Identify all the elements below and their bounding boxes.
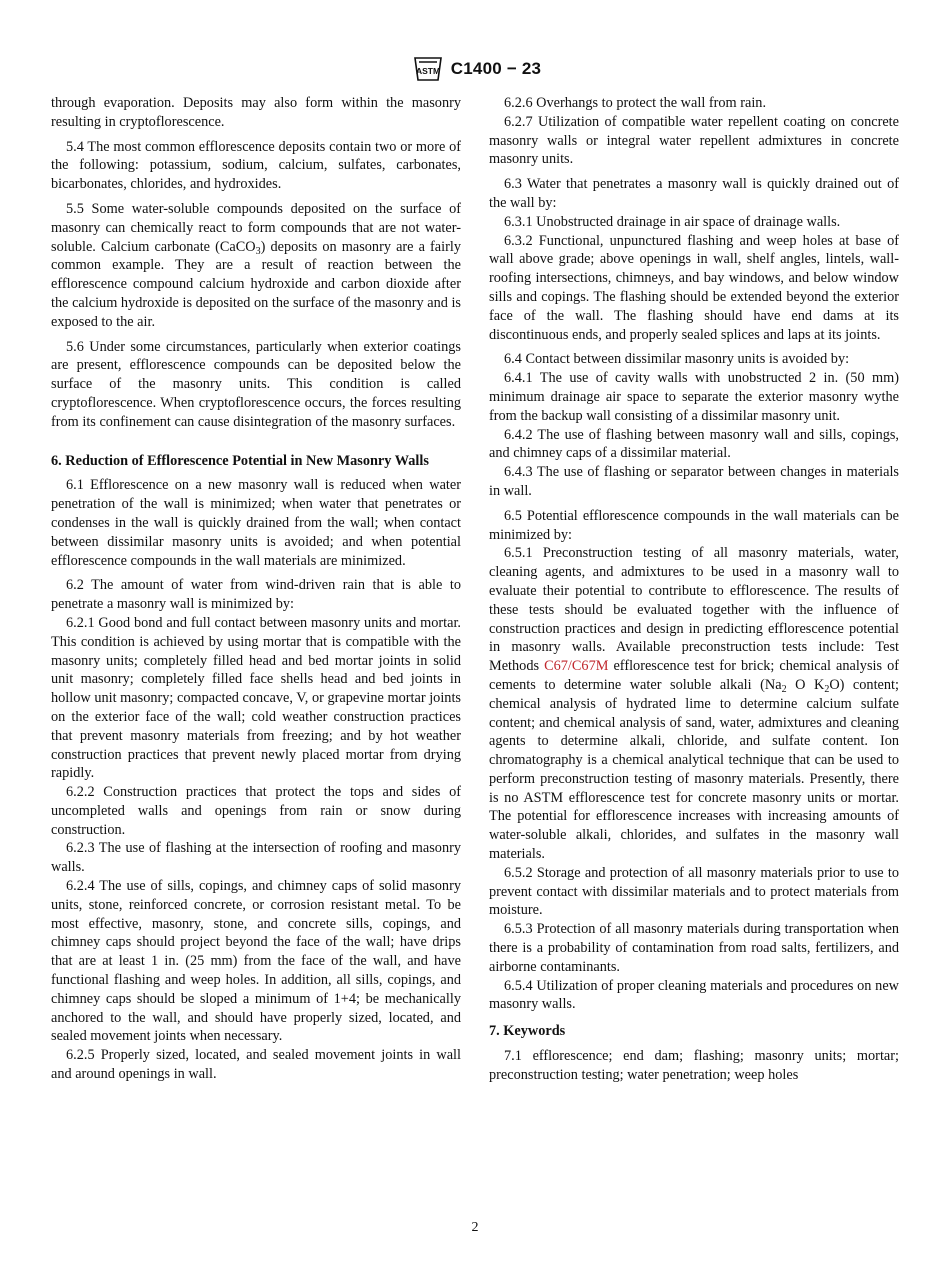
paragraph-6-4-2: 6.4.2 The use of flashing between masonry wall and sills, copings, and chimney caps of a dissimilar material. [489, 426, 899, 462]
paragraph-6-5-2: 6.5.2 Storage and protection of all masonry materials prior to use to prevent contact with dissimilar materials and to protect materials from moisture. [489, 864, 899, 919]
paragraph-5-5: 5.5 Some water-soluble compounds deposited on the surface of masonry can chemically react to form compounds that are not water-soluble. Calcium carbonate (CaCO$_3$) deposits on masonry are a fairly common example. They are a result of reaction between the efflorescence compound calcium hydroxide and carbon dioxide after the calcium hydroxide is deposited on the surface of the masonry and is exposed to the air. [51, 200, 461, 330]
paragraph-6-4-1: 6.4.1 The use of cavity walls with unobstructed 2 in. (50 mm) minimum drainage air space to separate the exterior masonry wythe from the backup wall consisting of a dissimilar masonry unit. [489, 370, 899, 424]
paragraph-6-5-3: 6.5.3 Protection of all masonry materials during transportation when there is a probability of contamination from road salts, fertilizers, and airborne contaminants. [489, 921, 899, 975]
paragraph-6-2: 6.2 The amount of water from wind-driven rain that is able to penetrate a masonry wall is minimized by: [51, 577, 461, 613]
page-number: 2 [471, 1220, 479, 1235]
page-header [0, 52, 950, 86]
paragraph-6-2-3: 6.2.3 The use of flashing at the intersection of roofing and masonry walls. [51, 840, 461, 876]
document-designation: C1400 − 23 [450, 58, 542, 78]
paragraph-6-4-3: 6.4.3 The use of flashing or separator between changes in materials in wall. [489, 464, 899, 499]
paragraph-6-2-4: 6.2.4 The use of sills, copings, and chimney caps of solid masonry units, stone, reinforced concrete, or corrosion resistant metal. To be most effective, masonry, stone, and concrete sills, copings, and chimney caps should project beyond the face of the wall; have drips that are at least 1 in. (25 mm) from the face of the wall, and have functional flashing and weep holes. In addition, all sills, copings, and chimney caps should be sloped a minimum of 1+4; be mechanically anchored to the wall, and should have properly sized, located, and sealed movement joints when necessary. [51, 878, 461, 1045]
paragraph-6-2-1: 6.2.1 Good bond and full contact between masonry units and mortar. This condition is achieved by using mortar that is compatible with the masonry units; completely filled head and bed mortar joints in solid unit masonry; completely filled face shells head and bed joints in hollow unit masonry; compacted concave, V, or grapevine mortar joints on the exterior face of the wall; cold weather construction practices that prevent masonry materials from freezing; and by hot weather construction practices that prevent newly placed mortar from drying rapidly. [51, 614, 461, 782]
astm-logo-icon [409, 54, 447, 84]
right-column [489, 94, 899, 1085]
paragraph-6-1: 6.1 Efflorescence on a new masonry wall is reduced when water penetration of the wall is minimized; when water that penetrates or condenses in the wall is quickly drained from the wall; when contact between dissimilar masonry units is avoided; and when potential efflorescence compounds in the wall materials are minimized. [51, 477, 461, 569]
paragraph-6-3-2: 6.3.2 Functional, unpunctured flashing and weep holes at base of wall above grade; above openings in wall, shelf angles, lintels, wall-roofing intersections, chimneys, and bay windows, and below window sills and copings. The flashing should be extended beyond the exterior face of the wall. The flashing should have end dams at its discontinuous ends, and properly sealed splices and laps at its joints. [489, 232, 899, 343]
paragraph-6-2-6: 6.2.6 Overhangs to protect the wall from rain. [504, 95, 767, 111]
paragraph-6-2-7: 6.2.7 Utilization of compatible water repellent coating on concrete masonry walls or integral water repellent admixtures in concrete masonry units. [489, 113, 899, 168]
paragraph-6-3: 6.3 Water that penetrates a masonry wall is quickly drained out of the wall by: [489, 176, 899, 211]
section-heading-6: 6. Reduction of Efflorescence Potential in New Masonry Walls [51, 452, 429, 469]
section-heading-7: 7. Keywords [489, 1023, 566, 1040]
paragraph-5-4: 5.4 The most common efflorescence deposits contain two or more of the following: potassium, sodium, calcium, sulfates, carbonates, bicarbonates, chlorides, and hydroxides. [51, 138, 461, 193]
paragraph-6-5-4: 6.5.4 Utilization of proper cleaning materials and procedures on new masonry walls. [489, 977, 899, 1013]
paragraph-6-3-1: 6.3.1 Unobstructed drainage in air space of drainage walls. [504, 213, 841, 230]
paragraph-5-6: 5.6 Under some circumstances, particularly when exterior coatings are present, efflorescence compounds can be deposited below the surface of the masonry units. This condition is called cryptoflorescence. When cryptoflorescence occurs, the forces resulting from its confinement can cause disintegration of the masonry surfaces. [51, 338, 461, 430]
paragraph-continuation: through evaporation. Deposits may also form within the masonry resulting in cryptoflorescence. [51, 95, 461, 130]
paragraph-6-2-2: 6.2.2 Construction practices that protect the tops and sides of uncompleted walls and openings from rain or snow during construction. [51, 784, 461, 838]
left-column [51, 94, 461, 1084]
paragraph-6-5: 6.5 Potential efflorescence compounds in the wall materials can be minimized by: [489, 507, 899, 543]
paragraph-6-2-5: 6.2.5 Properly sized, located, and sealed movement joints in wall and around openings in wall. [51, 1047, 461, 1083]
paragraph-7-1: 7.1 efflorescence; end dam; flashing; masonry units; mortar; preconstruction testing; water penetration; weep holes [489, 1048, 899, 1083]
svg-text:ASTM: ASTM [415, 66, 440, 76]
paragraph-6-4: 6.4 Contact between dissimilar masonry units is avoided by: [504, 351, 850, 368]
paragraph-6-5-1: 6.5.1 Preconstruction testing of all masonry materials, water, cleaning agents, and admixtures to be used in a masonry wall to evaluate their potential to contribute to efflorescence. The results of these tests should be evaluated together with the influence of construction practices and design in predicting efflorescence potential in masonry walls. Available preconstruction tests include: Test Methods C67/C67M efflorescence test for brick; chemical analysis of cements to determine water soluble alkali ($Na_2$ O $K_2O$) content; chemical analysis of hydrated lime to determine calcium sulfate content; and chemical analysis of sand, water, admixtures and cleaning agents to determine alkali, chloride, and sulfate content. Ion chromatography is a chemical analytical technique that can be used to perform preconstruction testing of masonry materials. Presently, there is no ASTM efflorescence test for concrete masonry units or mortar. The potential for efflorescence increases with increasing amounts of water-soluble alkali, chlorides, and sulfates in the masonry wall materials. [489, 545, 899, 863]
reference-link-c67[interactable]: C67/C67M [544, 658, 609, 675]
